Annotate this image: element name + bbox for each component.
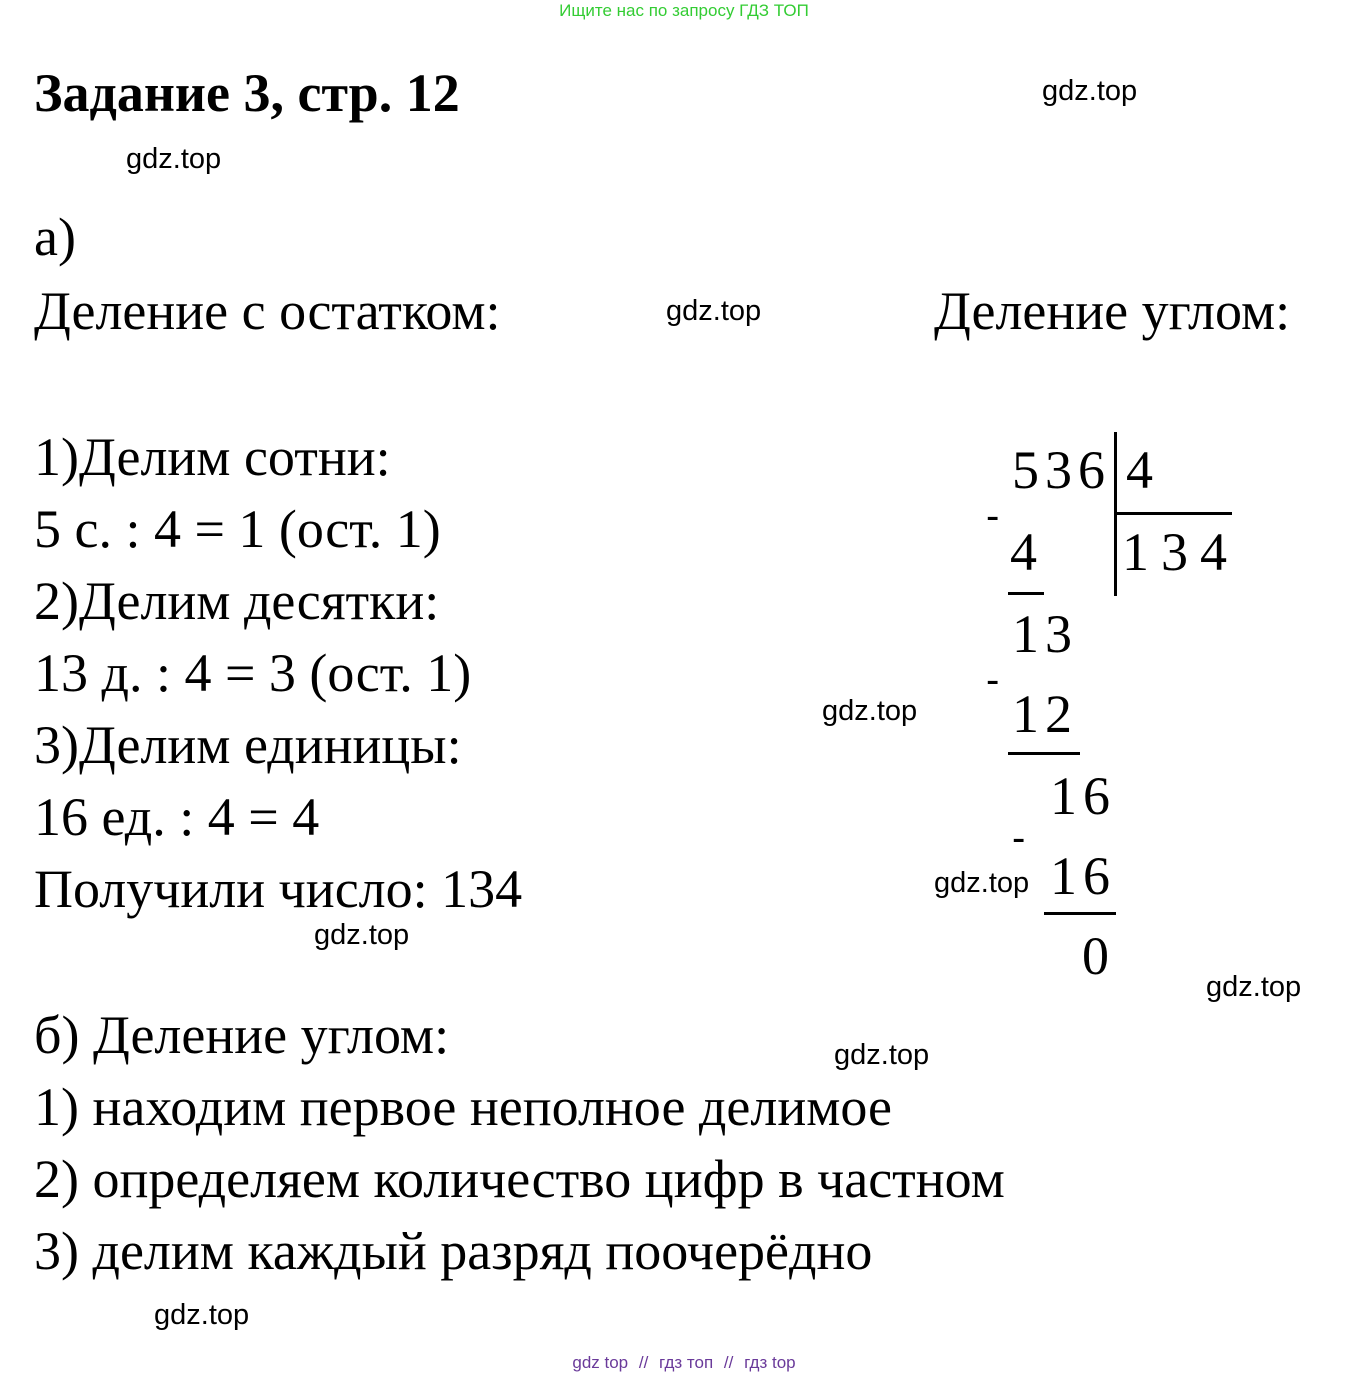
- subtrahend: 4: [1010, 522, 1037, 582]
- watermark: gdz.top: [154, 1299, 250, 1331]
- subtraction-line: [1044, 912, 1116, 915]
- right-heading: Деление углом:: [934, 281, 1291, 341]
- step-line: 2)Делим десятки:: [34, 571, 440, 631]
- subtraction-line: [1008, 752, 1080, 755]
- subtrahend: 16: [1050, 846, 1116, 906]
- watermark: gdz.top: [666, 295, 762, 327]
- part-a-label: а): [34, 207, 76, 267]
- step-line: 13 д. : 4 = 3 (ост. 1): [34, 643, 472, 703]
- page-title: Задание 3, стр. 12: [34, 63, 460, 123]
- step-line: 3) делим каждый разряд поочерёдно: [34, 1221, 873, 1281]
- footer-link[interactable]: gdz top: [572, 1353, 629, 1372]
- quotient: 134: [1122, 522, 1239, 582]
- footer-links: [0, 1352, 1368, 1374]
- footer-link[interactable]: гдз top: [744, 1353, 796, 1372]
- part-b-heading: б) Деление углом:: [34, 1005, 450, 1065]
- step-line: 2) определяем количество цифр в частном: [34, 1149, 1005, 1209]
- watermark: gdz.top: [822, 695, 918, 727]
- divisor: 4: [1126, 440, 1153, 500]
- minus-sign: -: [986, 494, 1000, 538]
- footer-separator: //: [638, 1353, 649, 1372]
- footer-link[interactable]: гдз топ: [659, 1353, 714, 1372]
- step-line: 1) находим первое неполное делимое: [34, 1077, 893, 1137]
- watermark: gdz.top: [1206, 971, 1302, 1003]
- step-line: 3)Делим единицы:: [34, 715, 462, 775]
- watermark: gdz.top: [1042, 75, 1138, 107]
- remainder: 0: [1082, 926, 1109, 986]
- top-banner[interactable]: Ищите нас по запросу ГДЗ ТОП: [559, 1, 809, 20]
- divisor-underline: [1116, 512, 1232, 515]
- step-line: 5 с. : 4 = 1 (ост. 1): [34, 499, 441, 559]
- watermark: gdz.top: [126, 143, 222, 175]
- minus-sign: -: [1012, 816, 1026, 860]
- footer-separator: //: [723, 1353, 734, 1372]
- watermark: gdz.top: [934, 867, 1030, 899]
- subtrahend: 12: [1012, 684, 1078, 744]
- minus-sign: -: [986, 658, 1000, 702]
- partial-dividend: 13: [1012, 604, 1078, 664]
- step-line: 16 ед. : 4 = 4: [34, 787, 320, 847]
- left-heading: Деление с остатком:: [34, 281, 501, 341]
- step-line: Получили число: 134: [34, 859, 523, 919]
- watermark: gdz.top: [834, 1039, 930, 1071]
- watermark: gdz.top: [314, 919, 410, 951]
- step-line: 1)Делим сотни:: [34, 427, 391, 487]
- partial-dividend: 16: [1050, 766, 1116, 826]
- subtraction-line: [1008, 592, 1044, 595]
- dividend: 536: [1012, 440, 1111, 500]
